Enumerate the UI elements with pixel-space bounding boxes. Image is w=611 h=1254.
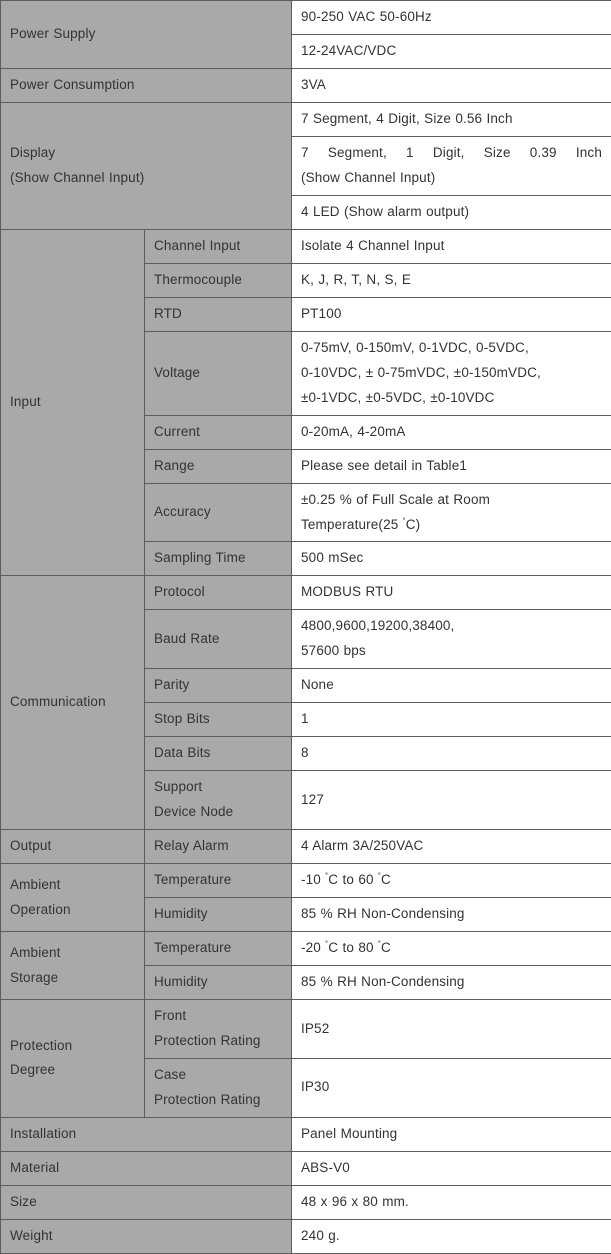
value-range: Please see detail in Table1 bbox=[292, 449, 611, 483]
row-label-input: Input bbox=[1, 229, 145, 576]
value-material: ABS-V0 bbox=[292, 1151, 611, 1185]
value-ambient-storage-temperature bbox=[292, 932, 611, 966]
degree-icon: ˚ bbox=[325, 872, 328, 882]
table-row-weight bbox=[1, 1219, 611, 1253]
value-size: 48 x 96 x 80 mm. bbox=[292, 1185, 611, 1219]
value-front-protection-rating: IP52 bbox=[292, 1000, 611, 1059]
value-voltage-line-3: ±0-1VDC, ±0-5VDC, ±0-10VDC bbox=[301, 386, 602, 411]
value-relay-alarm: 4 Alarm 3A/250VAC bbox=[292, 830, 611, 864]
value-accuracy-line-1: ±0.25 % of Full Scale at Room bbox=[301, 488, 602, 513]
value-power-supply-2: 12-24VAC/VDC bbox=[292, 34, 611, 68]
sub-label-voltage: Voltage bbox=[145, 331, 292, 415]
sub-label-baud-rate: Baud Rate bbox=[145, 610, 292, 669]
value-parity: None bbox=[292, 669, 611, 703]
sub-label-stop-bits: Stop Bits bbox=[145, 703, 292, 737]
value-display-2-line-1: 7 Segment, 1 Digit, Size 0.39 Inch bbox=[301, 141, 602, 166]
sub-label-channel-input: Channel Input bbox=[145, 229, 292, 263]
sub-label-front-line-2: Protection Rating bbox=[154, 1029, 282, 1054]
table-row-input-channel-input bbox=[1, 229, 611, 263]
row-label-protection-degree bbox=[1, 1000, 145, 1118]
row-label-ambient-operation bbox=[1, 864, 145, 932]
value-display-2 bbox=[292, 136, 611, 195]
sub-label-accuracy: Accuracy bbox=[145, 483, 292, 542]
row-label-output: Output bbox=[1, 830, 145, 864]
value-case-protection-rating: IP30 bbox=[292, 1058, 611, 1117]
value-accuracy-line-2 bbox=[301, 513, 602, 538]
row-label-installation: Installation bbox=[1, 1117, 292, 1151]
row-label-display-line-1: Display bbox=[10, 141, 282, 166]
value-ambient-storage-humidity: 85 % RH Non-Condensing bbox=[292, 966, 611, 1000]
sub-label-parity: Parity bbox=[145, 669, 292, 703]
value-accuracy-line-2-post: C) bbox=[406, 517, 421, 532]
value-baud-rate-line-2: 57600 bps bbox=[301, 639, 602, 664]
table-row-material bbox=[1, 1151, 611, 1185]
row-label-ambient-operation-line-1: Ambient bbox=[10, 873, 135, 898]
value-weight: 240 g. bbox=[292, 1219, 611, 1253]
row-label-power-consumption: Power Consumption bbox=[1, 68, 292, 102]
value-display-3: 4 LED (Show alarm output) bbox=[292, 195, 611, 229]
sub-label-relay-alarm: Relay Alarm bbox=[145, 830, 292, 864]
row-label-ambient-storage bbox=[1, 932, 145, 1000]
value-thermocouple: K, J, R, T, N, S, E bbox=[292, 263, 611, 297]
value-ao-temp-mid: C to 60 bbox=[328, 872, 378, 887]
value-display-1: 7 Segment, 4 Digit, Size 0.56 Inch bbox=[292, 102, 611, 136]
table-row-size bbox=[1, 1185, 611, 1219]
value-ambient-operation-temperature bbox=[292, 864, 611, 898]
sub-label-range: Range bbox=[145, 449, 292, 483]
sub-label-ambient-storage-temperature: Temperature bbox=[145, 932, 292, 966]
value-channel-input: Isolate 4 Channel Input bbox=[292, 229, 611, 263]
value-installation: Panel Mounting bbox=[292, 1117, 611, 1151]
sub-label-case-line-2: Protection Rating bbox=[154, 1088, 282, 1113]
value-voltage-line-2: 0-10VDC, ± 0-75mVDC, ±0-150mVDC, bbox=[301, 361, 602, 386]
value-support-device-node: 127 bbox=[292, 771, 611, 830]
degree-icon: ˚ bbox=[378, 940, 381, 950]
row-label-display-line-2: (Show Channel Input) bbox=[10, 166, 282, 191]
value-voltage bbox=[292, 331, 611, 415]
value-accuracy bbox=[292, 483, 611, 542]
sub-label-protocol: Protocol bbox=[145, 576, 292, 610]
row-label-communication: Communication bbox=[1, 576, 145, 830]
value-power-supply-1: 90-250 VAC 50-60Hz bbox=[292, 1, 611, 35]
row-label-ambient-storage-line-2: Storage bbox=[10, 966, 135, 991]
sub-label-case-line-1: Case bbox=[154, 1063, 282, 1088]
degree-icon: ˚ bbox=[325, 940, 328, 950]
value-power-consumption: 3VA bbox=[292, 68, 611, 102]
row-label-material: Material bbox=[1, 1151, 292, 1185]
sub-label-current: Current bbox=[145, 415, 292, 449]
sub-label-case-protection-rating bbox=[145, 1058, 292, 1117]
sub-label-sampling-time: Sampling Time bbox=[145, 542, 292, 576]
table-row-ambient-operation-temperature bbox=[1, 864, 611, 898]
table-row-power-consumption bbox=[1, 68, 611, 102]
table-row-ambient-storage-temperature bbox=[1, 932, 611, 966]
sub-label-support-device-node-line-1: Support bbox=[154, 775, 282, 800]
value-display-2-line-2: (Show Channel Input) bbox=[301, 166, 602, 191]
table-row-display-1 bbox=[1, 102, 611, 136]
value-data-bits: 8 bbox=[292, 737, 611, 771]
value-ambient-operation-humidity: 85 % RH Non-Condensing bbox=[292, 898, 611, 932]
table-row-installation bbox=[1, 1117, 611, 1151]
row-label-protection-degree-line-2: Degree bbox=[10, 1058, 135, 1083]
value-sampling-time: 500 mSec bbox=[292, 542, 611, 576]
sub-label-ambient-storage-humidity: Humidity bbox=[145, 966, 292, 1000]
sub-label-thermocouple: Thermocouple bbox=[145, 263, 292, 297]
row-label-protection-degree-line-1: Protection bbox=[10, 1034, 135, 1059]
sub-label-ambient-operation-humidity: Humidity bbox=[145, 898, 292, 932]
value-baud-rate-line-1: 4800,9600,19200,38400, bbox=[301, 614, 602, 639]
value-ao-temp-pre: -10 bbox=[301, 872, 325, 887]
sub-label-support-device-node bbox=[145, 771, 292, 830]
value-stop-bits: 1 bbox=[292, 703, 611, 737]
sub-label-data-bits: Data Bits bbox=[145, 737, 292, 771]
value-accuracy-line-2-pre: Temperature(25 bbox=[301, 517, 403, 532]
table-row-power-supply-1 bbox=[1, 1, 611, 35]
row-label-display bbox=[1, 102, 292, 229]
value-voltage-line-1: 0-75mV, 0-150mV, 0-1VDC, 0-5VDC, bbox=[301, 336, 602, 361]
table-row-protection-front bbox=[1, 1000, 611, 1059]
value-current: 0-20mA, 4-20mA bbox=[292, 415, 611, 449]
table-row-output-relay-alarm bbox=[1, 830, 611, 864]
row-label-weight: Weight bbox=[1, 1219, 292, 1253]
row-label-size: Size bbox=[1, 1185, 292, 1219]
sub-label-ambient-operation-temperature: Temperature bbox=[145, 864, 292, 898]
sub-label-support-device-node-line-2: Device Node bbox=[154, 800, 282, 825]
value-as-temp-pre: -20 bbox=[301, 940, 325, 955]
sub-label-rtd: RTD bbox=[145, 297, 292, 331]
row-label-ambient-operation-line-2: Operation bbox=[10, 898, 135, 923]
table-row-communication-protocol bbox=[1, 576, 611, 610]
value-as-temp-post: C bbox=[381, 940, 391, 955]
degree-icon: ˚ bbox=[403, 517, 406, 527]
value-ao-temp-post: C bbox=[381, 872, 391, 887]
sub-label-front-line-1: Front bbox=[154, 1004, 282, 1029]
row-label-power-supply: Power Supply bbox=[1, 1, 292, 69]
value-rtd: PT100 bbox=[292, 297, 611, 331]
value-protocol: MODBUS RTU bbox=[292, 576, 611, 610]
sub-label-front-protection-rating bbox=[145, 1000, 292, 1059]
degree-icon: ˚ bbox=[378, 872, 381, 882]
value-baud-rate bbox=[292, 610, 611, 669]
value-as-temp-mid: C to 80 bbox=[328, 940, 378, 955]
row-label-ambient-storage-line-1: Ambient bbox=[10, 941, 135, 966]
